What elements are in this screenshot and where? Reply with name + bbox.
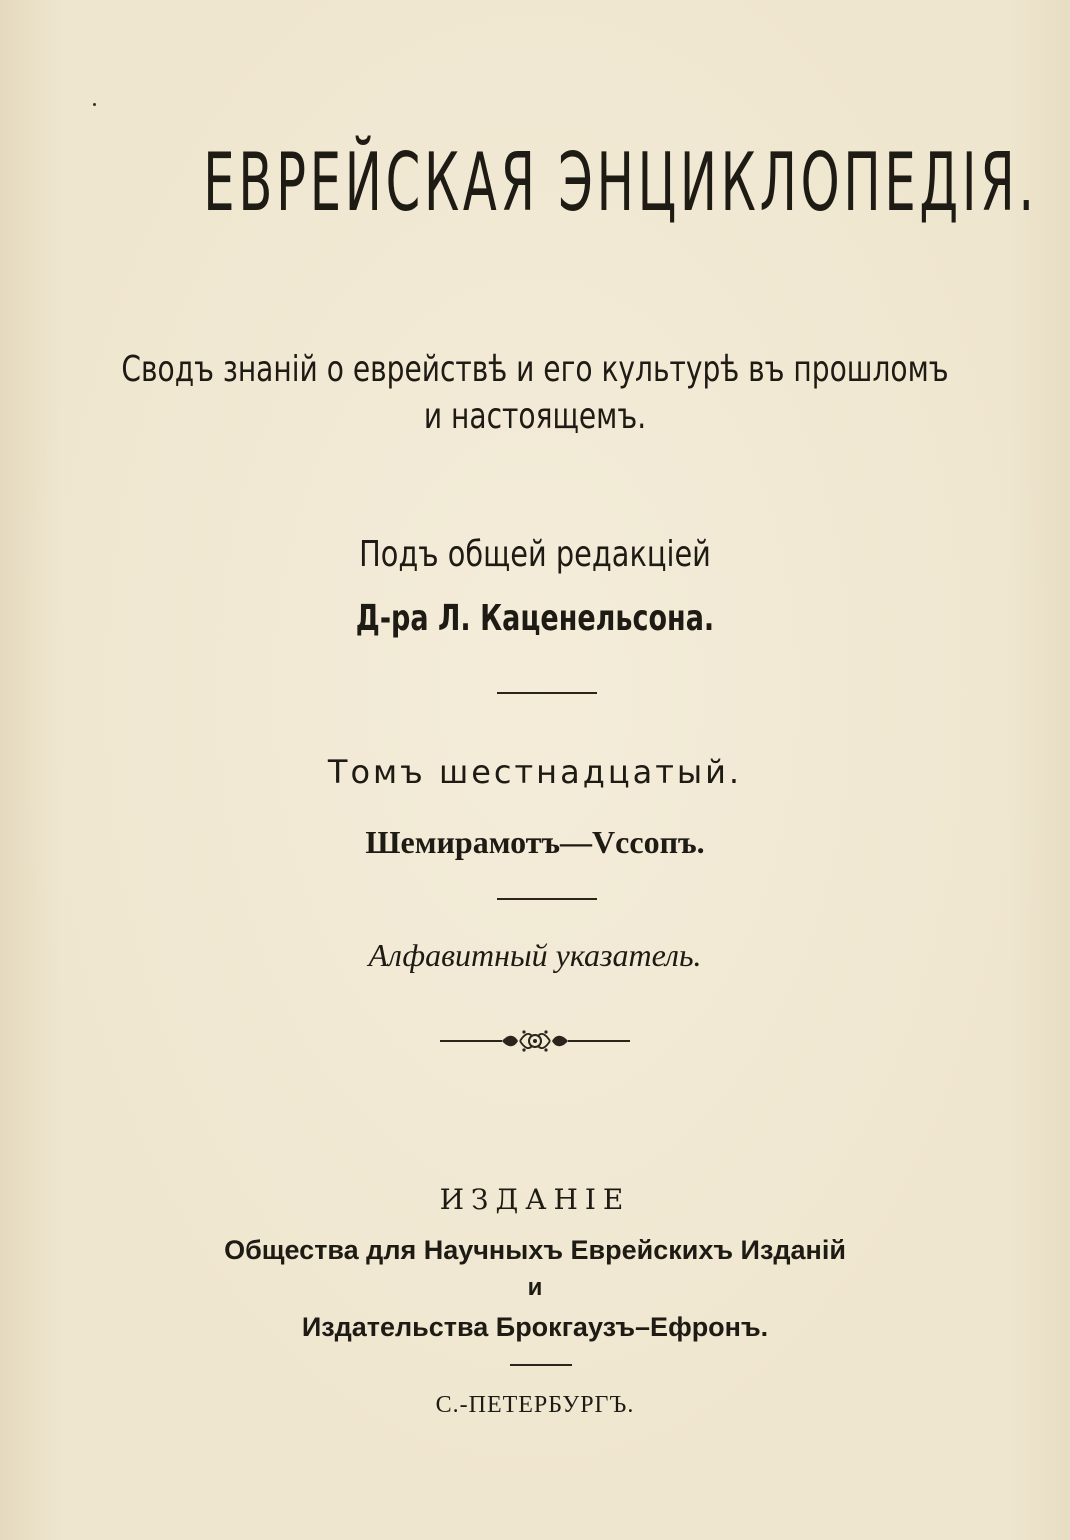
encyclopedia-title: ЕВРЕЙСКАЯ ЭНЦИКЛОПЕДІЯ. — [203, 136, 1038, 229]
divider-rule-1 — [497, 692, 597, 694]
publisher-conjunction: и — [527, 1274, 543, 1301]
editor-name: Д-ра Л. Каценельсона. — [355, 598, 715, 639]
volume-range: Шемирамотъ—Vссопъ. — [365, 824, 705, 860]
subtitle-line-2: и настоящемъ. — [423, 396, 647, 437]
edition-label: ИЗДАНІЕ — [439, 1183, 631, 1216]
subtitle-line-1: Сводъ знаній о еврействѣ и его культурѣ въ прошломъ — [121, 349, 949, 390]
speck — [93, 103, 96, 106]
volume-title: Томъ шестнадцатый. — [327, 753, 743, 791]
publication-city: С.-ПЕТЕРБУРГЪ. — [435, 1392, 635, 1418]
ornament-divider — [440, 1026, 630, 1056]
editor-label: Подъ общей редакціей — [359, 534, 711, 575]
divider-rule-3 — [510, 1364, 572, 1366]
publisher-brockhaus-efron: Издательства Брокгаузъ–Ефронъ. — [301, 1312, 769, 1342]
publisher-society: Общества для Научныхъ Еврейскихъ Изданій — [224, 1235, 846, 1265]
divider-rule-2 — [497, 898, 597, 900]
alphabetical-index-label: Алфавитный указатель. — [368, 937, 702, 973]
